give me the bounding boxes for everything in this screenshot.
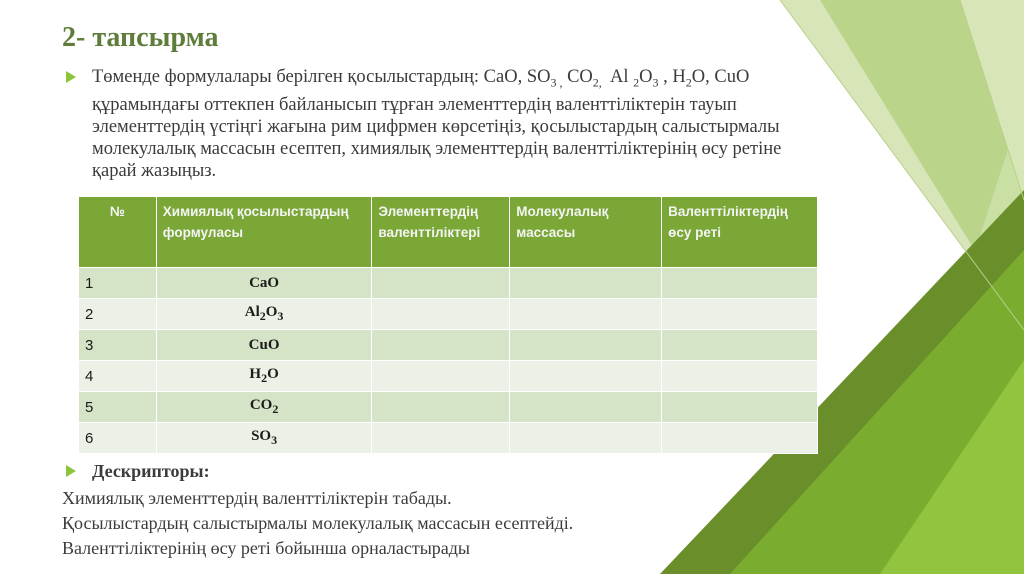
- row-order-cell: [662, 392, 818, 423]
- slide-title: 2- тапсырма: [62, 22, 219, 53]
- table-header-row: [79, 197, 818, 268]
- descriptor-line: Химиялық элементтердің валенттіліктерін табады.: [62, 488, 452, 508]
- row-mass-cell: [510, 361, 662, 392]
- row-formula: CaO: [156, 268, 372, 299]
- header-formula: Химиялық қосылыстардың формуласы: [156, 197, 372, 268]
- row-number: 1: [79, 268, 157, 299]
- descriptor-line: Қосылыстардың салыстырмалы молекулалық массасын есептейді.: [62, 513, 574, 533]
- table-row: [79, 361, 818, 392]
- row-valences-cell: [372, 361, 510, 392]
- row-valences-cell: [372, 299, 510, 330]
- table-row: [79, 299, 818, 330]
- header-molecular-mass: Молекулалық массасы: [510, 197, 662, 268]
- row-number: 5: [79, 392, 157, 423]
- row-formula: $SO_3$: [156, 423, 372, 454]
- row-order-cell: [662, 299, 818, 330]
- header-valence-order: Валенттіліктердің өсу реті: [662, 197, 818, 268]
- table-row: [79, 392, 818, 423]
- row-valences-cell: [372, 392, 510, 423]
- row-mass-cell: [510, 392, 662, 423]
- table-row: [79, 423, 818, 454]
- row-order-cell: [662, 268, 818, 299]
- descriptor-line: Валенттіліктерінің өсу реті бойынша орналастырады: [62, 538, 471, 558]
- descriptors-heading: Дескрипторы:: [92, 461, 210, 481]
- row-formula: $Al_2O_3$: [156, 299, 372, 330]
- task-text: Төменде формулалары берілген қосылыстардың: CaO, $SO_{3 ,}$ $CO_{2,}$ Al $_2O_3$ , $H_2O$, CuO құрамындағы оттекпен байланысып тұрған элементтердің валенттіліктерін тауып элементтердің үстіңгі жағына рим цифрмен көрсетіңіз, қосылыстардың салыстырмалы молекулалық массасын есептеп, химиялық элементтердің валенттіліктерінің өсу ретіне қарай жазыңыз.: [92, 67, 782, 181]
- row-formula: $H_2O$: [156, 361, 372, 392]
- row-order-cell: [662, 330, 818, 361]
- row-valences-cell: [372, 330, 510, 361]
- row-number: 6: [79, 423, 157, 454]
- row-mass-cell: [510, 268, 662, 299]
- row-number: 3: [79, 330, 157, 361]
- row-valences-cell: [372, 423, 510, 454]
- row-mass-cell: [510, 423, 662, 454]
- table-row: [79, 268, 818, 299]
- table-row: [79, 330, 818, 361]
- row-mass-cell: [510, 330, 662, 361]
- row-formula: CuO: [156, 330, 372, 361]
- compounds-table: [78, 196, 818, 454]
- triangle-bullet-icon: [66, 71, 76, 83]
- row-valences-cell: [372, 268, 510, 299]
- header-valences: Элементтердің валенттіліктері: [372, 197, 510, 268]
- row-order-cell: [662, 361, 818, 392]
- row-formula: $CO_2$: [156, 392, 372, 423]
- row-order-cell: [662, 423, 818, 454]
- row-number: 2: [79, 299, 157, 330]
- row-mass-cell: [510, 299, 662, 330]
- triangle-bullet-icon: [66, 465, 76, 477]
- header-number: №: [79, 197, 157, 268]
- row-number: 4: [79, 361, 157, 392]
